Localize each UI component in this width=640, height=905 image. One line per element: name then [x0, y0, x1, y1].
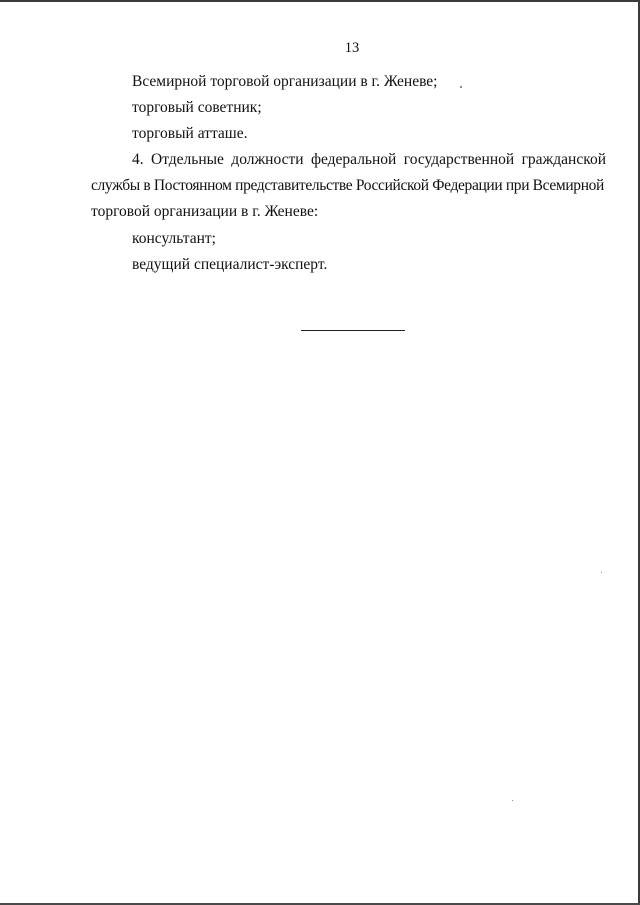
text-line-2: торговый советник; [132, 99, 262, 116]
paragraph-4-second-line: службы в Постоянном представительстве Российской Федерации при Всемирной [91, 177, 604, 194]
text-line-1: Всемирной торговой организации в г. Женеве; [132, 73, 438, 90]
text-line-3: торговый атташе. [132, 125, 248, 142]
page-edge-top [0, 0, 640, 2]
scan-speck [601, 572, 602, 573]
closing-rule [301, 330, 405, 331]
text-line-specialist: ведущий специалист-эксперт. [132, 256, 328, 273]
scan-speck [512, 800, 513, 801]
text-line-consultant: консультант; [132, 230, 216, 247]
scan-speck [460, 86, 462, 88]
paragraph-4-third-line: торговой организации в г. Женеве: [91, 203, 319, 220]
paragraph-4-first-line: 4. Отдельные должности федеральной государственной гражданской [132, 151, 606, 168]
page-number: 13 [344, 40, 360, 56]
